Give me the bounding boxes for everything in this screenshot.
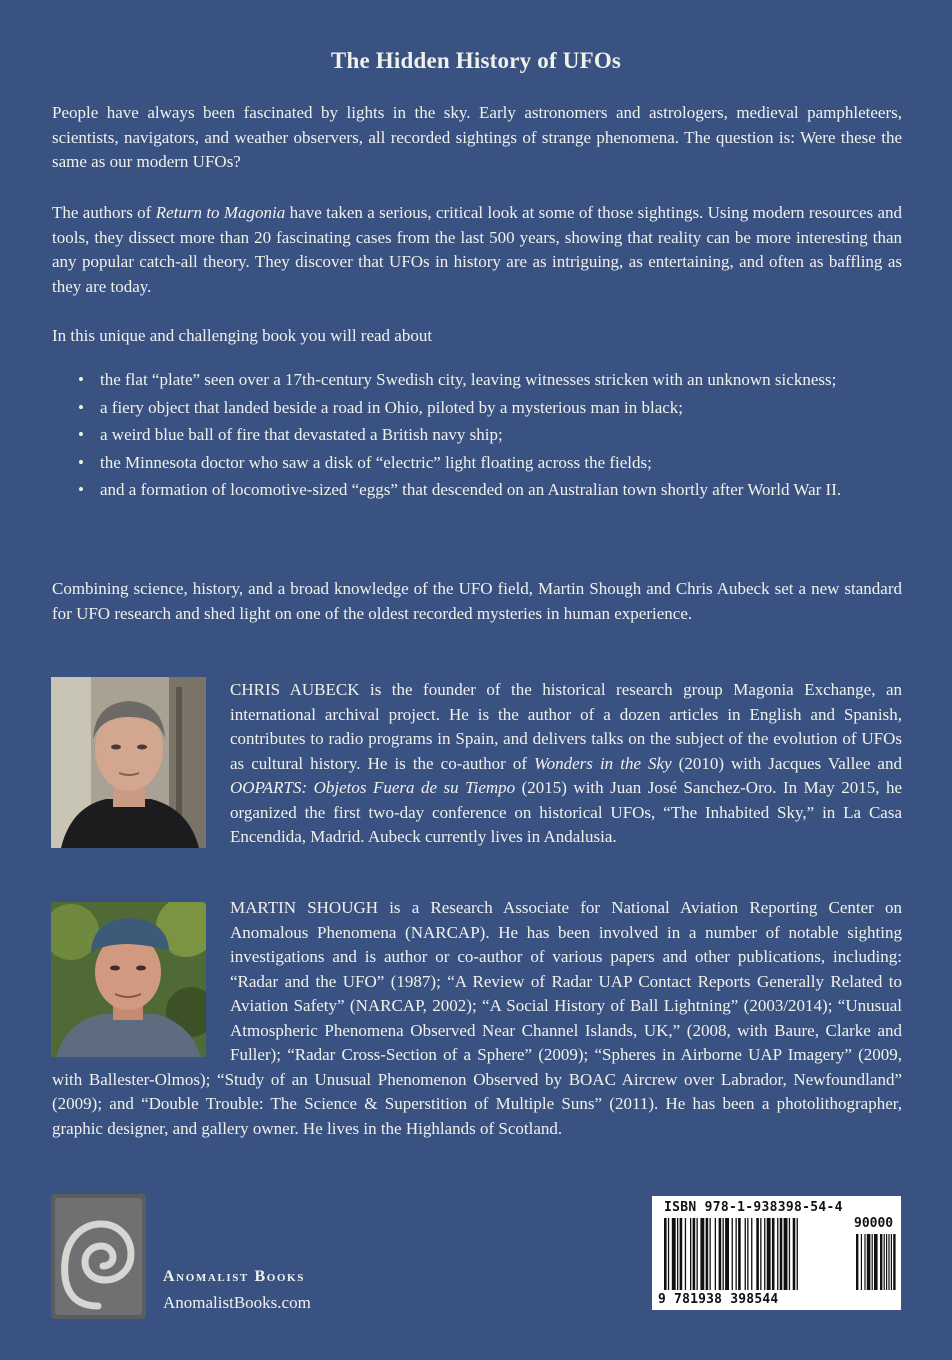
barcode-addon-bar: [888, 1234, 889, 1290]
publisher-name: Anomalist Books: [163, 1268, 305, 1285]
barcode-bar: [719, 1218, 722, 1290]
barcode-addon-bar: [856, 1234, 858, 1290]
barcode-bar: [723, 1218, 724, 1290]
barcode-bar: [677, 1218, 678, 1290]
barcode-bar: [747, 1218, 748, 1290]
barcode-bar: [664, 1218, 667, 1290]
barcode-addon-bar: [886, 1234, 887, 1290]
publisher-url: AnomalistBooks.com: [163, 1293, 311, 1312]
barcode-bar: [706, 1218, 709, 1290]
list-item: • the flat “plate” seen over a 17th-century Swedish city, leaving witnesses stricken with an unknown sickness;: [78, 368, 876, 393]
barcode-bar: [693, 1218, 696, 1290]
aubeck-bio-part2: (2010) with Jacques Vallee and: [671, 753, 902, 773]
barcode-bar: [736, 1218, 737, 1290]
barcode-addon-bar: [864, 1234, 865, 1290]
intro-paragraph-3: In this unique and challenging book you will read about: [52, 326, 433, 345]
barcode-addon-bar: [893, 1234, 895, 1290]
isbn-label: ISBN 978-1-938398-54-4: [664, 1200, 843, 1215]
intro-paragraph-1: People have always been fascinated by lights in the sky. Early astronomers and astrologers, medieval pamphleteers, scientists, navigators, and weather observers, all recorded sightings of strange phenomena. The question is: Were these the same as our modern UFOs?: [52, 103, 902, 171]
price-code: 90000: [854, 1216, 894, 1231]
barcode-bar: [789, 1218, 790, 1290]
barcode-addon-bar: [884, 1234, 885, 1290]
shough-bio: [52, 896, 902, 1141]
barcode-bar: [668, 1218, 669, 1290]
barcode-bar: [715, 1218, 716, 1290]
aubeck-bio: [230, 678, 902, 850]
barcode-bar: [797, 1218, 798, 1290]
barcode-bars: [664, 1218, 896, 1292]
barcode-bar: [725, 1218, 729, 1290]
barcode-bar: [751, 1218, 752, 1290]
barcode-bar: [756, 1218, 759, 1290]
barcode-bar: [732, 1218, 733, 1290]
barcode-bar: [690, 1218, 691, 1290]
intro-2-before: The authors of: [52, 203, 156, 222]
barcode-addon-bar: [891, 1234, 892, 1290]
barcode-bar: [738, 1218, 741, 1290]
isbn-barcode: [652, 1196, 901, 1310]
ean-number: 9 781938 398544: [658, 1292, 779, 1307]
author-photo-aubeck: [51, 677, 206, 848]
summary-paragraph: Combining science, history, and a broad knowledge of the UFO field, Martin Shough and Chris Aubeck set a new standard for UFO research and shed light on one of the oldest recorded mysteries in human experience.: [52, 579, 902, 623]
barcode-bar: [760, 1218, 761, 1290]
aubeck-bio-part3: (2015) with Juan José Sanchez-Oro. In May 2015, he organized the first two-day conference on historical UFOs, “The Inhabited Sky,” in La Casa Encendida, Madrid. Aubeck currently lives in Andalusia.: [230, 778, 902, 846]
list-item: • a fiery object that landed beside a road in Ohio, piloted by a mysterious man in black;: [78, 396, 876, 421]
barcode-addon-bar: [872, 1234, 873, 1290]
list-item: • the Minnesota doctor who saw a disk of “electric” light floating across the fields;: [78, 451, 876, 476]
barcode-bar: [772, 1218, 775, 1290]
barcode-bar: [710, 1218, 711, 1290]
barcode-bar: [700, 1218, 704, 1290]
topic-list: [78, 368, 876, 506]
barcode-addon-bar: [874, 1234, 878, 1290]
list-item: • and a formation of locomotive-sized “eggs” that descended on an Australian town shortly after World War II.: [78, 478, 876, 503]
barcode-addon-bar: [867, 1234, 871, 1290]
barcode-bar: [685, 1218, 686, 1290]
photo-spacer: [52, 896, 230, 1067]
intro-paragraph-2: [52, 201, 902, 299]
barcode-bar: [780, 1218, 783, 1290]
barcode-bar: [764, 1218, 765, 1290]
barcode-bar: [680, 1218, 683, 1290]
barcode-bar: [697, 1218, 698, 1290]
barcode-addon-bar: [880, 1234, 882, 1290]
intro-2-after: have taken a serious, critical look at some of those sightings. Using modern resources and tools, they dissect more than 20 fascinating cases from the last 500 years, showing that reality can be more interesting than any popular catch-all theory. They discover that UFOs in history are as intriguing, as entertaining, and often as baffling as they are today.: [52, 203, 902, 296]
shough-bio-text: MARTIN SHOUGH is a Research Associate for National Aviation Reporting Center on Anomalous Phenomena (NARCAP). He has been involved in a number of notable sighting investigations and is author or co-author of various papers and other publications, including: “Radar and the UFO” (1987); “A Review of Radar UAP Contact Reports Generally Related to Aviation Safety” (NARCAP, 2002); “A Social History of Ball Lightning” (2003/2014); “Unusual Atmospheric Phenomena Observed Near Channel Islands, UK,” (2008, with Baure, Clarke and Fuller); “Radar Cross-Section of a Sphere” (2009); “Spheres in Airborne UAP Imagery” (2009, with Ballester-Olmos); “Study of an Unusual Phenomenon Observed by BOAC Aircrew over Labrador, Newfoundland” (2009); and “Double Trouble: The Science & Superstition of Multiple Suns” (2011). He has been a photolithographer, graphic designer, and gallery owner. He lives in the Highlands of Scotland.: [52, 898, 902, 1138]
barcode-bar: [784, 1218, 788, 1290]
aubeck-bio-part1: CHRIS AUBECK is the founder of the historical research group Magonia Exchange, an international archival project. He is the author of a dozen articles in English and Spanish, contributes to radio programs in Spain, and delivers talks on the subject of the evolution of UFOs as cultural history. He is the co-author of: [230, 680, 902, 773]
barcode-bar: [777, 1218, 778, 1290]
barcode-bar: [745, 1218, 746, 1290]
publisher-logo-icon: [51, 1194, 146, 1319]
barcode-bar: [767, 1218, 771, 1290]
book-title: The Hidden History of UFOs: [330, 48, 622, 73]
barcode-bar: [672, 1218, 676, 1290]
aubeck-book-2: OOPARTS: Objetos Fuera de su Tiempo: [230, 778, 516, 797]
aubeck-book-1: Wonders in the Sky: [534, 753, 672, 773]
book-reference: Return to Magonia: [155, 203, 286, 222]
barcode-bar: [793, 1218, 796, 1290]
barcode-addon-bar: [861, 1234, 862, 1290]
list-item: • a weird blue ball of fire that devastated a British navy ship;: [78, 423, 876, 448]
